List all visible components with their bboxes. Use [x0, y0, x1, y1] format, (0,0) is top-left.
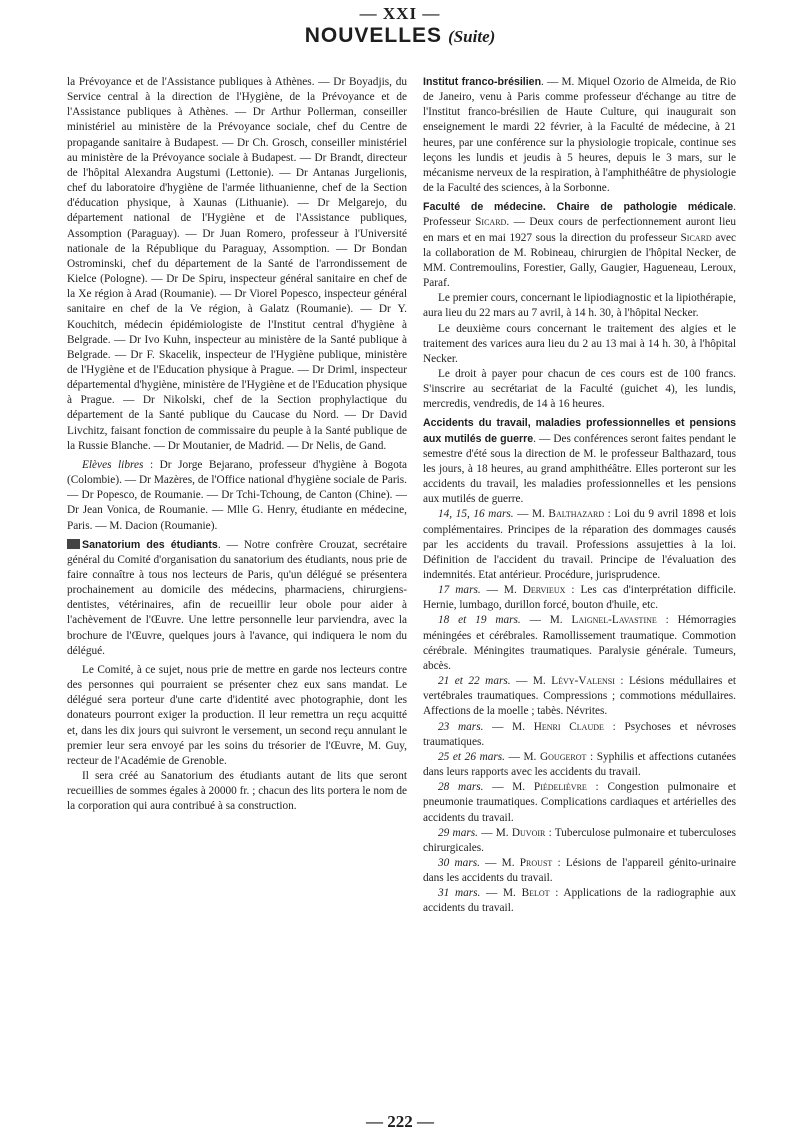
- lecture-date: 17 mars.: [438, 584, 481, 597]
- lecture-date: 31 mars.: [438, 887, 481, 900]
- lecture-date: 21 et 22 mars.: [438, 675, 511, 688]
- institute-text: . — M. Miquel Ozorio de Almeida, de Rio de Janeiro, venu à Paris comme professeur d'échange au titre de l'Institut franco-brésilien de Haute Culture, qui inaugurait son enseignement le mardi 22 février, à la Faculté de médecine, à 21 heures, par une conférence sur la physiologie tropicale, continue ses leçons les lundis et jeudis à 5 heures, depuis le 3 mars, sur le mécanisme nerveux de la respiration, à l'amphithéâtre de physiologie de la Faculté des sciences, à la Sorbonne.: [423, 76, 736, 195]
- lecture-speaker: Piédelièvre: [533, 781, 587, 794]
- lecture-topic: Lésions de l'appareil génito-urinaire dans les accidents du travail.: [423, 856, 736, 885]
- participants-paragraph: la Prévoyance et de l'Assistance publiques à Athènes. — Dr Boyadjis, du Service central à la direction de l'Hygiène, de la Prévoyance et de l'Assistance publiques à Athènes. — Dr Arthur Pollerman, conseiller ministériel au ministère de la Prévoyance sociale, chef du Centre de propagande sanitaire à Budapest. — Dr Ch. Grosch, conseiller ministériel au ministère de la Prévoyance sociale à Budapest. — Dr Brandt, directeur de l'hôpital Alexandra Augstumi (Lettonie). — Dr Antanas Jurgelionis, chef du laboratoire d'hygiène de l'armée lithuanienne, chef de la Section d'éducation physique, à Xaunas (Lithuanie). — Dr Melgarejo, du département national de l'Hygiène et de l'Assistance publiques, Assomption (Paraguay). — Dr Juan Romero, professeur à l'Université nationale de la République du Paraguay, Assomption. — Dr Bondan Ostrominski, chef du département de la Santé de l'arrondissement de Kielce (Pologne). — Dr De Spiru, inspecteur général sanitaire en chef de la Xe région à Arad (Roumanie). — Dr Viorel Popesco, inspecteur général sanitaire en chef de la Ve région, à Galatz (Roumanie). — Dr Y. Kouchitch, médecin épidémiologiste de l'Institut central d'hygiène à Belgrade. — Dr Ivo Kuhn, inspecteur au ministère de la Santé publique à Belgrade. — Dr F. Skacelik, inspecteur de l'Hygiène publique, ministère de l'Hygiène et de l'Education physique à Prague. — Dr Driml, inspecteur départemental d'hygiène, ministère de l'Hygiène et de l'Education physique à Prague. — Dr Nikolski, chef de la Section prophylactique du département de la Santé publique du Caucase du Nord. — Dr David Livchitz, faisant fonction de commissaire du peuple à la Santé publique de la Russie Blanche. — Dr Moutanier, de Madrid. — Dr Nelis, de Gand.: [67, 76, 407, 452]
- lecture-date: 23 mars.: [438, 720, 484, 733]
- lecture-item: [423, 583, 736, 613]
- beds-paragraph: Il sera créé au Sanatorium des étudiants autant de lits que seront recueillies de sommes égales à 20000 fr. ; chacun des lits portera le nom de la corporation qui aura contribué à sa construction.: [67, 770, 407, 813]
- free-students-label: Elèves libres: [82, 458, 144, 471]
- faculty-professor-2: Sicard: [680, 231, 712, 244]
- lecture-item: [423, 507, 736, 583]
- lecture-speaker: Lévy-Valensi: [551, 675, 615, 688]
- lecture-topic: Psychoses et névroses traumatiques.: [423, 720, 736, 748]
- lecture-speaker: Dervieux: [522, 584, 566, 597]
- lecture-item: [423, 780, 736, 825]
- accidents-paragraph: [423, 416, 736, 507]
- lecture-colon: :: [549, 887, 564, 900]
- section-marker-icon: [67, 539, 80, 549]
- lecture-colon: :: [656, 614, 678, 627]
- lecture-dash: — M.: [483, 781, 534, 794]
- lecture-item: [423, 856, 736, 886]
- faculty-text-c: avec la collaboration de M. Robineau, chirurgien de l'hôpital Necker, de MM. Contremoulins, Forestier, Gally, Gaugier, Hagueneau, Leroux, Paraf.: [423, 231, 736, 290]
- lecture-speaker: Henri Claude: [533, 720, 604, 733]
- faculty-text-b: . — Deux cours de perfectionnement auront lieu en mars et en mai 1927 sous la direction du professeur: [423, 216, 736, 244]
- right-column: [423, 75, 736, 1085]
- lecture-date: 29 mars.: [438, 826, 478, 839]
- lecture-dash: — M.: [513, 508, 549, 521]
- free-students-paragraph: [67, 458, 407, 534]
- section-number: — XXI —: [359, 4, 441, 23]
- sanatorium-paragraph: [67, 538, 407, 659]
- institute-title: Institut franco-brésilien: [423, 76, 542, 88]
- lecture-date: 30 mars.: [438, 856, 480, 869]
- left-column: [67, 75, 407, 1085]
- course-fee-paragraph: Le droit à payer pour chacun de ces cours est de 100 francs. S'inscrire au secrétariat de la Faculté (guichet 4), les lundis, mercredis, vendredis, de 14 à 16 heures.: [423, 367, 736, 411]
- course-1-paragraph: Le premier cours, concernant le lipiodiagnostic et la lipiothérapie, aura lieu du 22 mars au 7 avril, à 14 h. 30, à l'hôpital Necker.: [423, 292, 736, 320]
- lecture-dash: — M.: [479, 856, 520, 869]
- lecture-date: 28 mars.: [438, 781, 484, 794]
- accidents-title: Accidents du travail, maladies professionnelles et pensions aux mutilés de guerre: [423, 417, 736, 445]
- faculty-text-a: . Professeur: [423, 201, 736, 229]
- lecture-topic: Lésions médullaires et vertébrales traumatiques. Compressions ; commotions médullaires. Affections de la moelle ; tabès. Névrites.: [423, 675, 736, 718]
- faculty-title: Faculté de médecine. Chaire de pathologie médicale: [423, 201, 734, 214]
- lecture-topic: Applications de la radiographie aux accidents du travail.: [423, 887, 736, 915]
- faculty-professor: Sicard: [475, 216, 507, 229]
- lecture-speaker: Belot: [521, 887, 550, 900]
- lecture-date: 14, 15, 16 mars.: [438, 508, 514, 521]
- title-text: NOUVELLES: [304, 24, 443, 47]
- lecture-colon: :: [565, 584, 581, 597]
- lecture-date: 25 et 26 mars.: [438, 750, 505, 763]
- lecture-dash: — M.: [510, 675, 552, 688]
- lecture-item: [423, 720, 736, 750]
- lecture-item: [423, 674, 736, 719]
- lecture-colon: :: [604, 508, 615, 521]
- lecture-speaker: Balthazard: [548, 508, 605, 521]
- title-suffix: (Suite): [448, 27, 496, 46]
- lecture-item: [423, 826, 736, 856]
- lecture-dash: — M.: [480, 584, 523, 597]
- lecture-topic: Loi du 9 avril 1898 et lois complémentaires. Principes de la réparation des dommages causés par les accidents du travail. Professions assujetties à la loi. Définition de l'accident du travail. Principe de l'évaluation des indemnités. Etat antérieur. Procédure, jurisprudence.: [423, 508, 736, 581]
- lecture-item: [423, 886, 736, 916]
- lecture-dash: — M.: [483, 720, 534, 733]
- lecture-topic: Congestion pulmonaire et pneumonie traumatiques. Complications cardiaques et artérielles des accidents du travail.: [423, 781, 736, 824]
- lecture-topic: Tuberculose pulmonaire et tuberculoses chirurgicales.: [423, 826, 736, 854]
- accidents-text: . — Des conférences seront faites pendant le semestre d'été sous la direction de M. le professeur Balthazard, tous les jours, à 18 heures, au grand amphithéâtre. Elles porteront sur les accidents du travail, les maladies professionnelles et les pensions aux mutilés de guerre.: [423, 432, 736, 506]
- faculty-paragraph: [423, 200, 736, 291]
- lecture-speaker: Proust: [519, 856, 553, 869]
- page-number: — 222 —: [366, 1112, 434, 1131]
- lecture-list: [423, 507, 736, 916]
- sanatorium-text: . — Notre confrère Crouzat, secrétaire général du Comité d'organisation du sanatorium des étudiants, nous prie de faire connaître à tous nos lecteurs de Paris, qu'un délégué se présentera prochainement au domicile des médecins, pharmaciens, chirurgiens-dentistes, vétérinaires, afin de recueillir leur obole pour aider à l'achèvement de l'Œuvre. Une lettre personnelle leur parviendra, avec la brochure de l'Œuvre, quelques jours à l'avance, qui indiquera le nom du délégué.: [67, 538, 407, 657]
- page-title: [0, 24, 800, 48]
- lecture-dash: — M.: [477, 826, 512, 839]
- sanatorium-title: Sanatorium des étudiants: [82, 538, 218, 551]
- lecture-dash: — M.: [480, 887, 522, 900]
- lecture-item: [423, 613, 736, 674]
- lecture-colon: :: [586, 750, 597, 763]
- lecture-colon: :: [603, 720, 625, 733]
- institute-paragraph: [423, 75, 736, 196]
- free-students-text: : Dr Jorge Bejarano, professeur d'hygiène à Bogota (Colombie). — Dr Mazères, de l'Office national d'hygiène sociale de Paris. — Dr Popesco, de Roumanie. — Dr Tchi-Tchoung, de Canton (Chine). — Dr Jean Vonica, de Roumanie. — Mlle G. Henry, étudiante en médecine, Paris. — M. Dacion (Roumanie).: [67, 458, 407, 532]
- lecture-colon: :: [552, 856, 566, 869]
- course-2-paragraph: Le deuxième cours concernant le traitement des algies et le traitement des varices aura lieu du 2 au 13 mai à 14 h. 30, à l'hôpital Necker.: [423, 322, 736, 365]
- lecture-dash: — M.: [505, 750, 540, 763]
- lecture-colon: :: [545, 826, 555, 839]
- lecture-date: 18 et 19 mars.: [438, 614, 521, 627]
- lecture-dash: — M.: [520, 614, 572, 627]
- lecture-colon: :: [586, 781, 608, 794]
- lecture-speaker: Laignel-Lavastine: [571, 614, 657, 627]
- committee-paragraph: Le Comité, à ce sujet, nous prie de mettre en garde nos lecteurs contre des personnes qui pourraient se présenter chez eux sans mandat. Le délégué sera porteur d'une carte d'identité avec photographie, dont les donateurs pourront exiger la production. Il leur remettra un reçu acquitté et, dans les dix jours qui suivront le versement, un second reçu annulant le premier leur sera envoyé par les soins du trésorier de l'Œuvre, M. Guy, recteur de l'Académie de Grenoble.: [67, 663, 407, 767]
- lecture-topic: Hémorragies méningées et cérébrales. Ramollissement traumatique. Commotion cérébrale. Méningites traumatiques. Paralysie générale. Tumeurs, abcès.: [423, 614, 736, 672]
- lecture-speaker: Duvoir: [511, 826, 546, 839]
- lecture-colon: :: [614, 675, 630, 688]
- lecture-item: [423, 750, 736, 780]
- lecture-topic: Syphilis et affections cutanées dans leurs rapports avec les accidents du travail.: [423, 750, 736, 779]
- lecture-topic: Les cas d'interprétation difficile. Hernie, lumbago, durillon forcé, bouton d'huile, etc.: [423, 584, 736, 612]
- lecture-speaker: Gougerot: [540, 750, 587, 763]
